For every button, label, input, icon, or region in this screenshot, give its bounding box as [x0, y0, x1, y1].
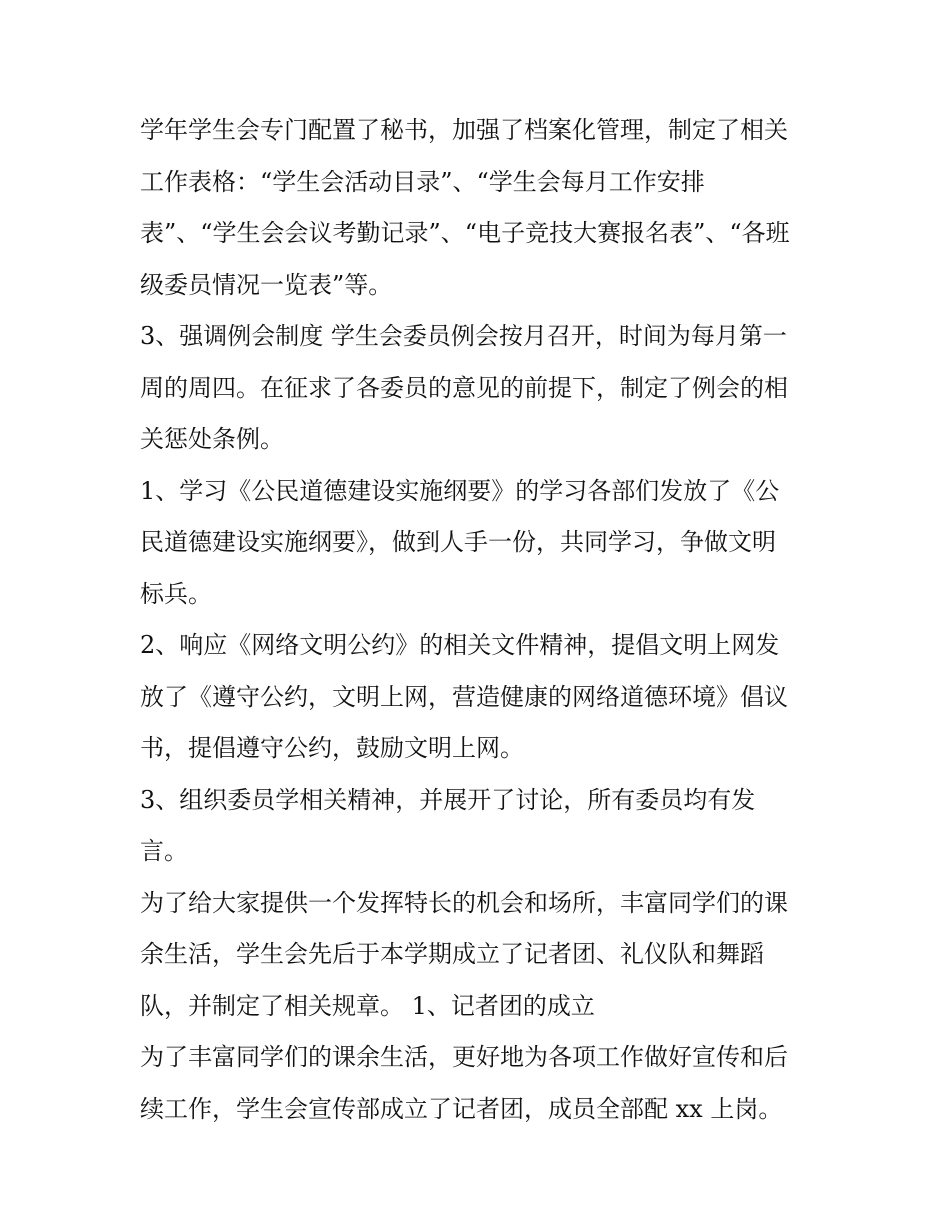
text-line: 关惩处条例。	[140, 425, 284, 453]
text-line: 学年学生会专门配置了秘书，加强了档案化管理，制定了相关	[140, 116, 788, 144]
text-line: 周的周四。在征求了各委员的意见的前提下，制定了例会的相	[140, 373, 788, 402]
text-line: 3、组织委员学相关精神，并展开了讨论，所有委员均有发	[140, 785, 756, 814]
text-line: 2、响应《网络文明公约》的相关文件精神，提倡文明上网发	[140, 631, 780, 659]
text-line: 1、学习《公民道德建设实施纲要》的学习各部们发放了《公	[140, 476, 780, 505]
text-line: 3、强调例会制度 学生会委员例会按月召开，时间为每月第一	[140, 322, 787, 350]
text-line: 标兵。	[140, 579, 212, 608]
text-line: 为了丰富同学们的课余生活，更好地为各项工作做好宣传和后	[140, 1043, 788, 1071]
text-line: 工作表格：“学生会活动目录”、“学生会每月工作安排	[140, 167, 705, 196]
document-body	[140, 105, 820, 1135]
text-line: 队，并制定了相关规章。 1、记者团的成立	[140, 991, 595, 1020]
text-line: 为了给大家提供一个发挥特长的机会和场所，丰富同学们的课	[140, 888, 788, 917]
text-line: 续工作，学生会宣传部成立了记者团，成员全部配 xx 上岗。	[140, 1094, 783, 1123]
text-line: 书，提倡遵守公约，鼓励文明上网。	[140, 734, 524, 762]
text-line: 放了《遵守公约，文明上网，营造健康的网络道德环境》倡议	[140, 682, 788, 711]
text-line: 余生活，学生会先后于本学期成立了记者团、礼仪队和舞蹈	[140, 940, 764, 968]
text-line: 言。	[140, 837, 188, 865]
text-line: 表”、“学生会会议考勤记录”、“电子竞技大赛报名表”、“各班	[140, 219, 790, 247]
text-line: 民道德建设实施纲要》，做到人手一份，共同学习，争做文明	[140, 528, 776, 556]
text-line: 级委员情况一览表”等。	[140, 270, 393, 299]
